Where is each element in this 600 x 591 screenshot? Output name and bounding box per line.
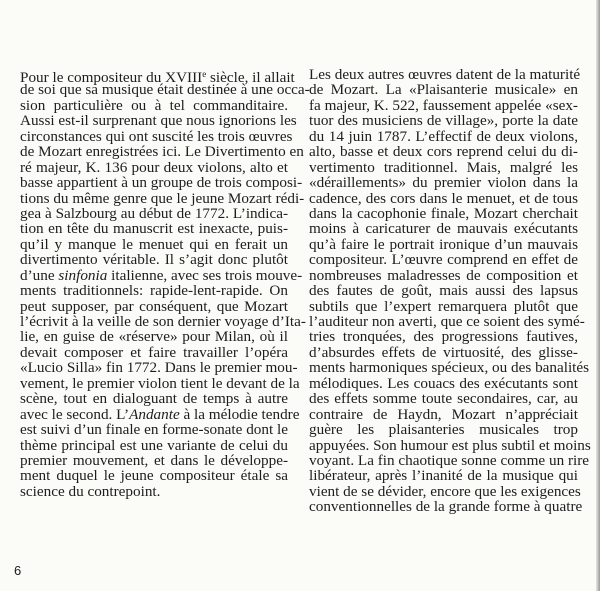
text-line: tuor des musiciens de village», porte la date	[309, 112, 578, 130]
text-line: subtils que l’expert remarquera plutôt que	[309, 297, 578, 315]
text-line: science du contrepoint.	[20, 482, 161, 500]
text-line: gea à Salzbourg au début de 1772. L’indica-	[20, 204, 288, 222]
text-line: scène, tout en dialoguant de temps à autre	[20, 390, 288, 408]
text-segment: à la mélodie tendre	[179, 405, 300, 423]
text-line: lie, en guise de «réserve» pour Milan, où il	[20, 328, 288, 346]
text-line: est suivi d’un finale en forme-sonate dont le	[20, 421, 288, 439]
italic-term: sinfonia	[58, 266, 108, 284]
text-line	[20, 266, 303, 284]
text-line: voyant. La fin chaotique sonne comme un rire	[309, 451, 590, 469]
text-line: moins à caricaturer de mauvais exécutants	[309, 220, 578, 238]
text-line: conventionnelles de la grande forme à quatre	[309, 498, 583, 516]
text-line: vient de se dévider, encore que les exigences	[309, 482, 581, 500]
text-line: des effets somme toute secondaires, car, au	[309, 390, 578, 408]
text-line: cadence, des cors dans le menuet, et de tous	[309, 189, 578, 207]
text-line: Aussi est-il surprenant que nous ignorions les	[20, 112, 297, 130]
text-line: «déraillements» du premier violon dans la	[309, 174, 578, 192]
text-line	[20, 405, 300, 423]
text-segment: avec le second. L’	[20, 405, 130, 423]
text-line: vertimento traditionnel. Mais, malgré les	[309, 158, 578, 176]
text-line: fa majeur, K. 522, faussement appelée «sex-	[309, 96, 578, 114]
superscript: e	[202, 69, 207, 79]
text-line: ments traditionnels: rapide-lent-rapide. On	[20, 282, 288, 300]
left-column	[20, 67, 310, 500]
text-line: libérateur, après l’inanité de la musique qui	[309, 467, 578, 485]
text-line: basse appartient à un groupe de trois composi-	[20, 174, 303, 192]
text-line: d’absurdes effets de virtuosité, des glisse-	[309, 343, 578, 361]
text-line: ments harmoniques spécieux, ou des banalités	[309, 359, 590, 377]
italic-term: Andante	[129, 405, 180, 423]
text-line: tion en tête du manuscrit est inexacte, puis-	[20, 220, 288, 238]
page-edge-shadow	[596, 0, 600, 591]
text-line: ré majeur, K. 136 pour deux violons, alto et	[20, 158, 288, 176]
text-line	[20, 67, 295, 86]
text-line: thème principal est une variante de celui du	[20, 436, 288, 454]
text-line: guère les plaisanteries musicales trop	[309, 421, 578, 439]
text-line: Les deux autres œuvres datent de la maturité	[309, 66, 581, 83]
text-line: de soi que sa musique était destinée à une occa-	[20, 81, 310, 99]
text-line: des fautes de goût, mais aussi des lapsus	[309, 282, 578, 300]
text-line: «Lucio Silla» fin 1772. Dans le premier mou-	[20, 359, 298, 377]
text-line: qu’à faire le portrait ironique d’un mauvais	[309, 235, 578, 253]
text-line: ment duquel le jeune compositeur étale sa	[20, 467, 288, 485]
text-line: l’écrivit à la veille de son dernier voyage d’Ita-	[20, 313, 306, 330]
text-line: compositeur. L’œuvre comprend en effet de	[309, 251, 578, 269]
text-line: premier mouvement, et dans le développe-	[20, 451, 288, 469]
text-line: de Mozart enregistrées ici. Le Divertimento en	[20, 143, 304, 161]
text-line: peut supposer, par conséquent, que Mozart	[20, 297, 288, 315]
page-number: 6	[14, 563, 22, 578]
text-line: divertimento véritable. Il s’agit donc plutôt	[20, 251, 288, 269]
text-line: du 14 juin 1787. L’effectif de deux violons,	[309, 127, 578, 145]
text-segment: Pour le compositeur du XVIII	[20, 69, 203, 86]
text-line: appuyées. Son humour est plus subtil et moins	[309, 436, 591, 454]
text-line: qu’il y manque le menuet qui en ferait un	[20, 235, 288, 253]
text-line: de Mozart. La «Plaisanterie musicale» en	[309, 81, 578, 99]
text-line: circonstances qui ont suscité les trois œuvres	[20, 127, 293, 145]
text-segment: d’une	[20, 266, 59, 284]
right-column	[309, 66, 591, 516]
text-line: l’auditeur non averti, que ce soient des symé-	[309, 313, 585, 330]
text-line: vement, le premier violon tient le devant de la	[20, 374, 300, 392]
text-line: sion particulière ou à tel commanditaire.	[20, 96, 288, 114]
text-line: mélodiques. Les couacs des exécutants sont	[309, 374, 578, 392]
text-line: dans la cacophonie finale, Mozart cherchait	[309, 204, 578, 222]
text-line: contraire de Haydn, Mozart n’appréciait	[309, 405, 578, 423]
text-segment: siècle, il allait	[206, 69, 295, 86]
text-line: devait composer et faire travailler l’opéra	[20, 343, 288, 361]
text-segment: italienne, avec ses trois mouve-	[107, 266, 303, 284]
text-line: nombreuses maladresses de composition et	[309, 266, 578, 284]
text-line: tries tronquées, des progressions fautives,	[309, 328, 578, 346]
text-line: alto, basse et deux cors reprend celui du di-	[309, 143, 578, 161]
text-line: tions du même genre que le jeune Mozart rédi-	[20, 189, 305, 207]
